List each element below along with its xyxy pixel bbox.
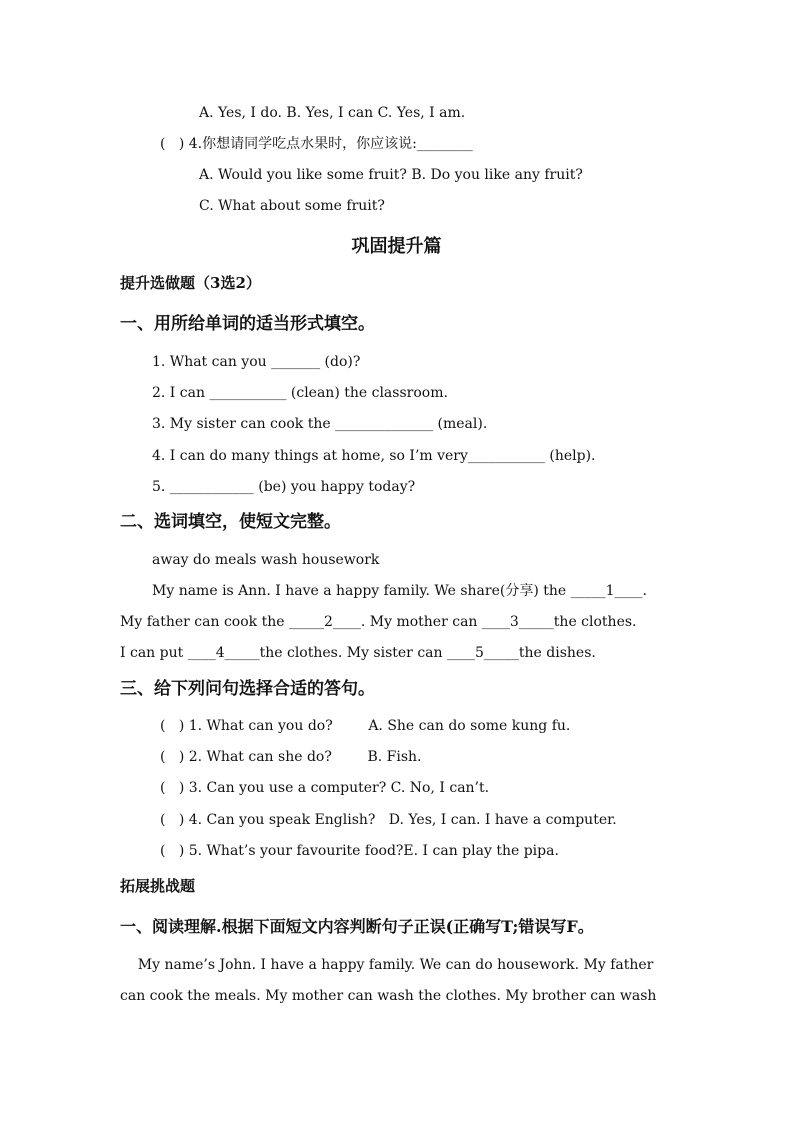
sec2-word-bank: away do meals wash housework (152, 552, 380, 568)
sec3-heading: 三、给下列问句选择合适的答句。 (120, 679, 375, 699)
sec1-item-1: 1. What can you _______ (do)? (152, 354, 361, 370)
challenge-heading: 拓展挑战题 (120, 877, 196, 895)
sec4-heading: 一、阅读理解.根据下面短文内容判断句子正误(正确写T;错误写F。 (120, 917, 594, 936)
sec2-heading: 二、选词填空，使短文完整。 (120, 512, 341, 532)
section-title: 巩固提升篇 (351, 236, 442, 257)
sec2-passage-line-1: My name is Ann. I have a happy family. We share(分享) the _____1____. (152, 583, 647, 599)
sec3-item-2: ( ) 2. What can she do? B. Fish. (160, 749, 422, 765)
sec3-item-5: ( ) 5. What’s your favourite food?E. I can play the pipa. (160, 843, 559, 859)
sec1-item-3: 3. My sister can cook the ______________ (meal). (152, 416, 488, 432)
q3-options: A. Yes, I do. B. Yes, I can C. Yes, I am. (199, 105, 466, 121)
sec3-item-3: ( ) 3. Can you use a computer? C. No, I can’t. (160, 780, 490, 796)
sec1-heading: 一、用所给单词的适当形式填空。 (120, 314, 375, 334)
sec3-item-4: ( ) 4. Can you speak English? D. Yes, I can. I have a computer. (160, 812, 617, 828)
sec1-item-4: 4. I can do many things at home, so I’m very___________ (help). (152, 448, 596, 464)
sec2-passage-line-2: My father can cook the _____2____. My mother can ____3_____the clothes. (120, 614, 637, 630)
q4-options-b: C. What about some fruit? (199, 198, 385, 214)
q4-prompt: ( ) 4.你想请同学吃点水果时，你应该说:________ (160, 136, 473, 152)
sec2-passage-line-3: I can put ____4_____the clothes. My sister can ____5_____the dishes. (120, 645, 596, 661)
sec4-passage-line-2: can cook the meals. My mother can wash the clothes. My brother can wash (120, 988, 657, 1004)
sec4-passage-line-1: My name’s John. I have a happy family. We can do housework. My father (120, 957, 654, 973)
sec1-item-5: 5. ____________ (be) you happy today? (152, 479, 416, 495)
sec1-item-2: 2. I can ___________ (clean) the classroom. (152, 385, 448, 401)
optional-heading: 提升选做题（3选2） (120, 274, 261, 292)
q4-options-a: A. Would you like some fruit? B. Do you like any fruit? (199, 167, 583, 183)
sec3-item-1: ( ) 1. What can you do? A. She can do some kung fu. (160, 718, 571, 734)
